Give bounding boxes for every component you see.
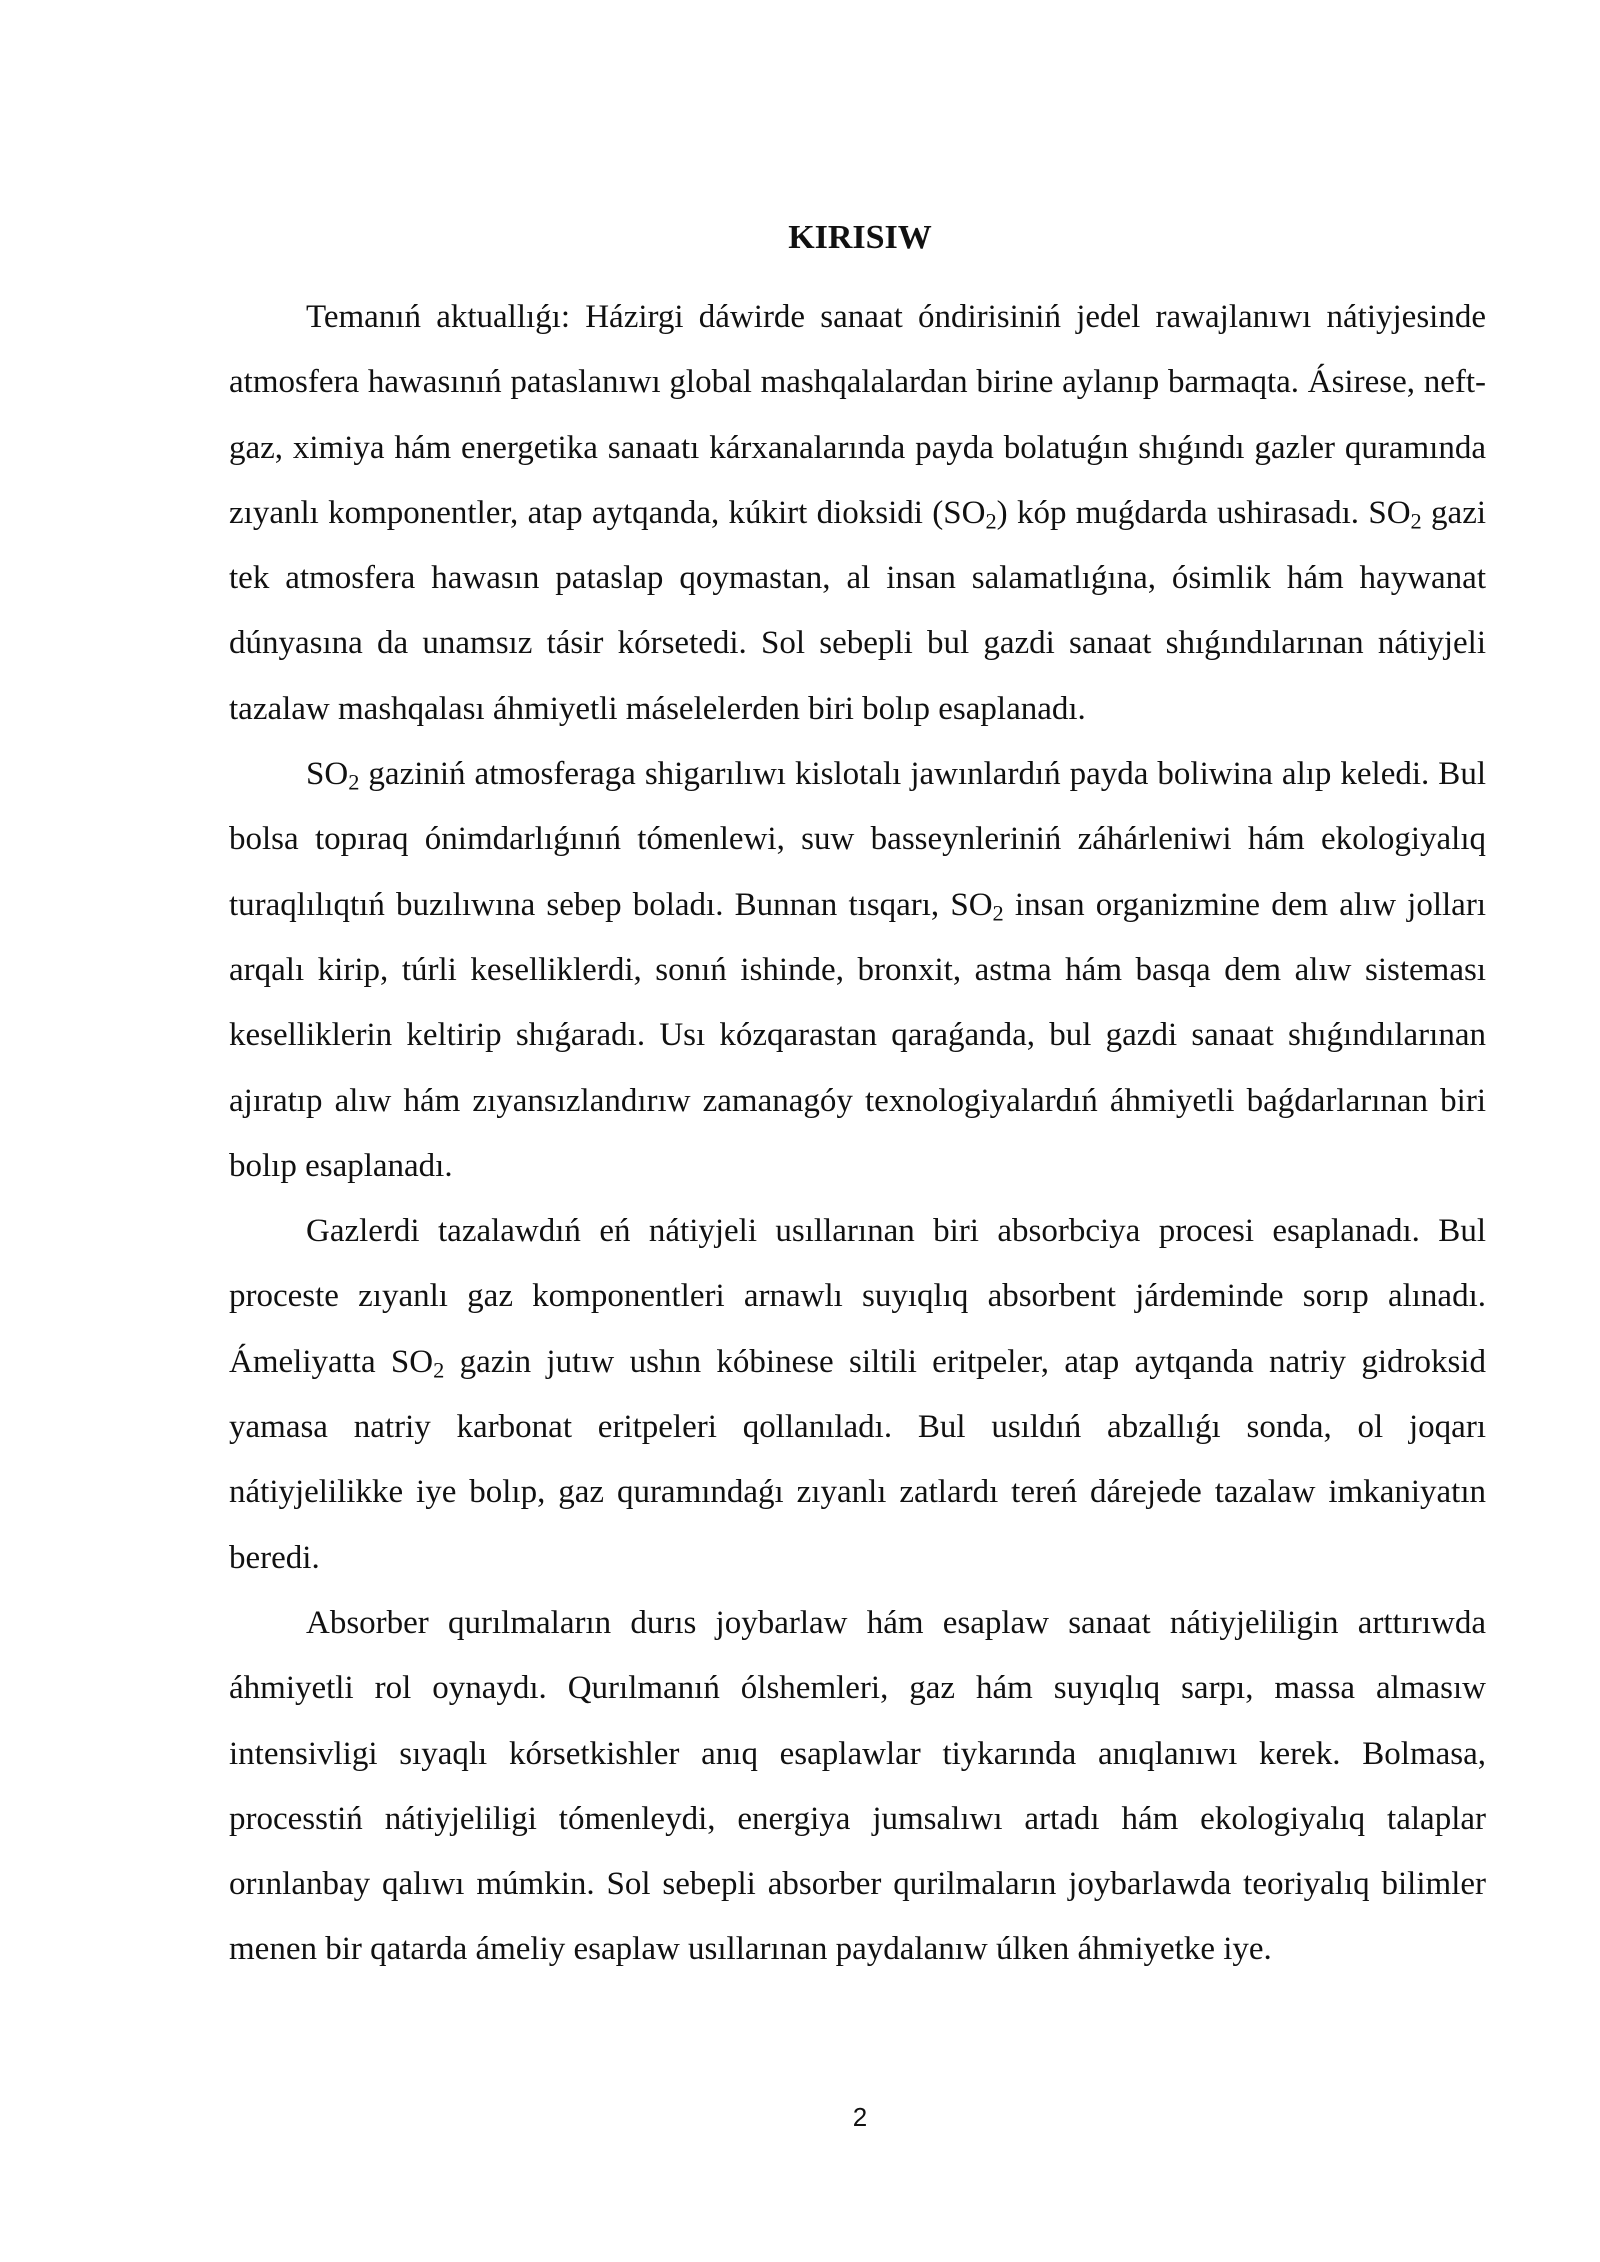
paragraph-text: ) kóp muǵdarda ushirasadı. SO xyxy=(996,494,1411,531)
subscript-text: 2 xyxy=(1410,508,1422,534)
paragraph xyxy=(229,1591,1486,1983)
paragraph-text: Temanıń aktuallıǵı: Házirgi dáwirde sanaat óndirisiniń jedel rawajlanıwı nátiyjesinde atmosfera hawasınıń pataslanıwı global mashqalalardan birine aylanıp barmaqta. Ásirese, neft-gaz, ximiya hám energetika sanaatı kárxanalarında payda bolatuǵın shıǵındı gazler quramında zıyanlı komponentler, atap aytqanda, kúkirt dioksidi (SO xyxy=(229,299,1486,531)
subscript-text: 2 xyxy=(985,508,997,534)
paragraph xyxy=(229,742,1486,1199)
page-number: 2 xyxy=(852,2102,868,2132)
paragraph-text: SO xyxy=(306,756,349,793)
subscript-text: 2 xyxy=(992,900,1004,926)
paragraph-text: Gazlerdi tazalawdıń eń nátiyjeli usıllarınan biri absorbciya procesi esaplanadı. Bul proceste zıyanlı gaz komponentleri arnawlı suyıqlıq absorbent járdeminde sorıp alınadı. Ámeliyatta SO xyxy=(229,1213,1486,1380)
subscript-text: 2 xyxy=(433,1357,445,1383)
paragraph-text: Absorber qurılmaların durıs joybarlaw hám esaplaw sanaat nátiyjeliligin arttırıwda áhmiyetli rol oynaydı. Qurılmanıń ólshemleri, gaz hám suyıqlıq sarpı, massa almasıw intensivligi sıyaqlı kórsetkishler anıq esaplawlar tiykarında anıqlanıwı kerek. Bolmasa, processtiń nátiyjeliligi tómenleydi, energiya jumsalıwı artadı hám ekologiyalıq talaplar orınlanbay qalıwı múmkin. Sol sebepli absorber qurilmaların joybarlawda teoriyalıq bilimler menen bir qatarda ámeliy esaplaw usıllarınan paydalanıw úlken áhmiyetke iye. xyxy=(229,1604,1486,1968)
paragraph xyxy=(229,285,1486,742)
paragraph-text: gaziniń atmosferaga shigarılıwı kislotalı jawınlardıń payda boliwina alıp keledi. Bul bolsa topıraq ónimdarlıǵınıń tómenlewi, suw basseynleriniń záhárleniwi hám ekologiyalıq turaqlılıqtıń buzılıwına sebep boladı. Bunnan tısqarı, SO xyxy=(229,756,1486,923)
subscript-text: 2 xyxy=(348,769,360,795)
paragraph-text: insan organizmine dem alıw jolları arqalı kirip, túrli keselliklerdi, sonıń ishinde, bronxit, astma hám basqa dem alıw sisteması keselliklerin keltirip shıǵaradı. Usı kózqarastan qaraǵanda, bul gazdi sanaat shıǵındılarınan ajıratıp alıw hám zıyansızlandırıw zamanagóy texnologiyalardıń áhmiyetli baǵdarlarınan biri bolıp esaplanadı. xyxy=(229,886,1486,1184)
document-body xyxy=(229,285,1486,1983)
page-title: KIRISIW xyxy=(788,219,932,256)
paragraph xyxy=(229,1199,1486,1591)
paragraph-text: gazin jutıw ushın kóbinese siltili eritpeler, atap aytqanda natriy gidroksid yamasa natriy karbonat eritpeleri qollanıladı. Bul usıldıń abzallıǵı sonda, ol joqarı nátiyjelilikke iye bolıp, gaz quramındaǵı zıyanlı zatlardı tereń dárejede tazalaw imkaniyatın beredi. xyxy=(229,1343,1486,1576)
paragraph-text: gazi tek atmosfera hawasın pataslap qoymastan, al insan salamatlıǵına, ósimlik hám haywanat dúnyasına da unamsız tásir kórsetedi. Sol sebepli bul gazdi sanaat shıǵındılarınan nátiyjeli tazalaw mashqalası áhmiyetli máselelerden biri bolıp esaplanadı. xyxy=(229,494,1487,727)
